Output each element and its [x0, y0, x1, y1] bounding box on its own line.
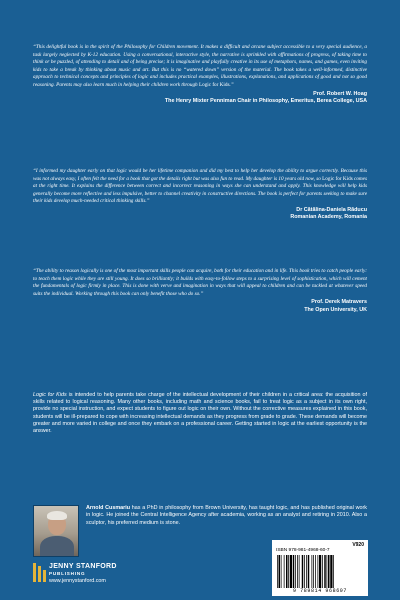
barcode-box [272, 540, 368, 596]
book-title: Logic for Kids [33, 392, 67, 398]
endorsement-1-attribution [33, 91, 367, 105]
author-bio: Arnold Cusmariu has a PhD in philosophy from Brown University, has taught logic, and has published original work in logic. He joined the Central Intelligence Agency after academia, working as an analyst and retiring in 2010. Also a sculptor, his preferred medium is stone. [86, 505, 367, 526]
endorser-name: Prof. Derek Matravers [311, 299, 367, 306]
barcode-digits: 9 789814 968607 [292, 588, 347, 594]
publisher-name: JENNY STANFORD [49, 563, 117, 570]
book-title-ref: Logic for Kids [322, 175, 353, 182]
publisher-subtitle: PUBLISHING [49, 571, 86, 576]
publisher-block [33, 563, 153, 589]
description-text: is intended to help parents take charge of the intellectual development of their children in a critical area: the acquisition of skills related to logical reasoning. Many other books, including math and science books, fail to treat logic as a subject in its own right, provide no special instruction, and expect students to figure out logic on their own. Without the corrective measures explained in this book, students will be ill-prepared to cope with increasing intellectual demands as they progress from grade to grade. These demands will become greater and more varied in college and once they embark on a professional career. Getting started in logic at the earliest opportunity is the answer. [33, 392, 367, 435]
endorsement-3-text: “The ability to reason logically is one of the most important skills people can acquire, both for their education and in life. This book tries to catch people early: to teach them logic while they are still young. It does so brilliantly; it builds with easy-to-follow steps to a surprising level of sophistication, which will cement the fundamentals of logic firmly in place. This is done with verve and imagination in ways that will appeal to children and can be tackled at whatever speed suits the individual. Working through this book can only benefit those who do so.” [33, 268, 367, 297]
endorser-name: Prof. Robert W. Hoag [313, 90, 367, 97]
author-name: Arnold Cusmariu [86, 505, 130, 511]
endorsement-2-attribution [33, 207, 367, 221]
isbn-label: ISBN 978-981-4968-60-7 [276, 548, 330, 553]
book-description [33, 392, 367, 435]
endorsement-2 [33, 168, 367, 221]
endorser-affiliation: The Henry Mixter Penniman Chair in Philosophy, Emeritus, Berea College, USA [164, 97, 367, 104]
endorsement-2-text: “I informed my daughter early on that logic would be her lifetime companion and did my best to help her develop the ability to argue correctly. Because this was not always easy, I often felt the need for a book that got the details right but was also fun to read. My daughter is 10 years old now, so Logic for Kids comes at the right time. It explains the difference between correct and incorrect reasoning in ways she can understand and apply. This knowledge will help kids generally become more reflective and less impulsive, better to channel creativity in constructive directions. The book is perfect for parents seeking to make sure their kids develop much-needed critical thinking skills.” [33, 168, 367, 205]
endorsement-3 [33, 268, 367, 314]
endorser-affiliation: Romanian Academy, Romania [290, 214, 367, 221]
book-title-ref: Logic for Kids [198, 81, 230, 88]
endorsement-1-text: “This delightful book is in the spirit of the Philosophy for Children movement. It makes a difficult and arcane subject accessible to a very special audience, a task largely neglected by K-12 education. Using a conversational, interactive style, the narrative is sprinkled with affirmations of progress, of taking time to think or be puzzled, of attending to detail and of being precise; it is imaginative and playfully creative in its use of metaphors, names, and games, even inviting kids to take a break by thinking about music and art. But this is no “watered down” version of the material. The book takes a well-informed, distinctive approach to technical concepts and principles of logic and includes practical examples, illustrations, explanations, and applications of good and not so good reasoning. Parents may also learn much in helping their children work through Logic for Kids.” [33, 44, 367, 88]
price-code: V920 [352, 542, 364, 548]
endorsement-1 [33, 44, 367, 105]
barcode-icon [276, 555, 364, 588]
publisher-logo-icon [33, 563, 47, 582]
endorsement-3-attribution [33, 299, 367, 313]
publisher-url: www.jennystanford.com [49, 578, 106, 584]
endorser-name: Dr Cătălina-Daniela Răducu [296, 206, 367, 213]
endorser-affiliation: The Open University, UK [304, 306, 367, 313]
author-photo [33, 505, 79, 557]
